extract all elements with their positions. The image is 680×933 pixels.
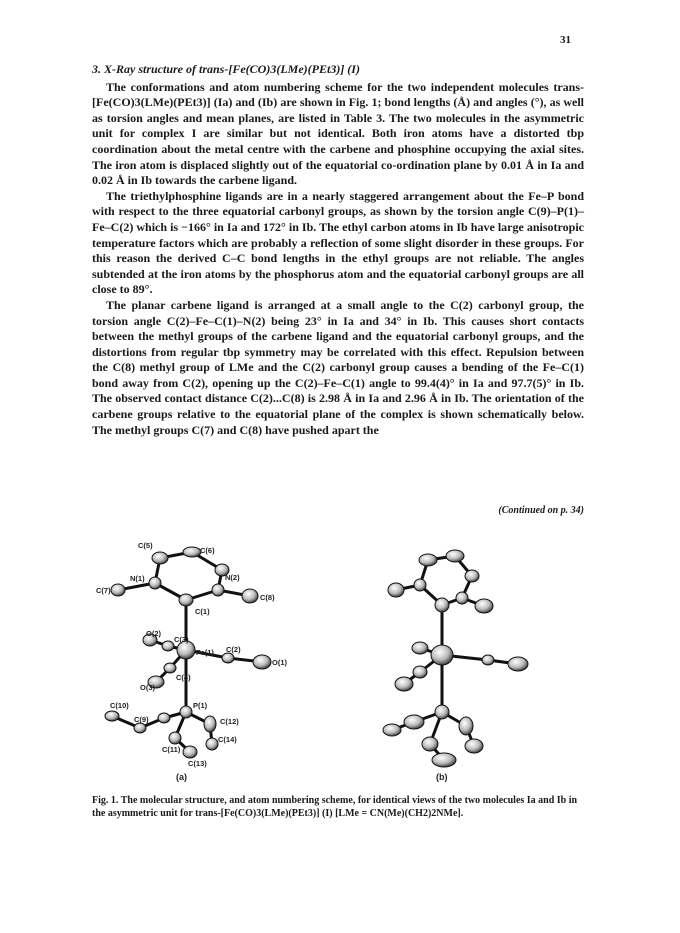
label-c8: C(8): [260, 593, 275, 602]
label-c9: C(9): [134, 715, 149, 724]
label-c2: C(2): [226, 645, 241, 654]
label-fe1: Fe(1): [196, 648, 214, 657]
panel-a-label: (a): [176, 772, 187, 782]
label-o3: O(3): [140, 683, 155, 692]
label-c3: C(3): [174, 635, 189, 644]
section-heading: 3. X-Ray structure of trans-[Fe(CO)3(LMe)(PEt3)] (I): [92, 62, 360, 76]
page-number: 31: [560, 34, 571, 46]
figure-caption: Fig. 1. The molecular structure, and atom numbering scheme, for identical views of the two molecules Ia and Ib in the asymmetric unit for trans-[Fe(CO)3(LMe)(PEt3)] (I) [LMe = CN(Me)(CH2)2NMe].: [92, 795, 578, 819]
label-n1: N(1): [130, 574, 145, 583]
panel-b-structure: [392, 556, 518, 760]
label-c6: C(6): [200, 546, 215, 555]
paragraph-2: The triethylphosphine ligands are in a nearly staggered arrangement about the Fe–P bond with respect to the three equatorial carbonyl groups, as shown by the torsion angle C(9)–P(1)–Fe–C(2) which is −166° in Ia and 172° in Ib. The ethyl carbon atoms in Ib have large anisotropic temperature factors which are probably a reflection of some slight disorder in these groups. For this reason the derived C–C bond lengths in the ethyl groups are not reliable. The angles subtended at the iron atoms by the phosphorus atom and the equatorial carbonyl groups are all close to 89°.: [92, 188, 584, 297]
label-c13: C(13): [188, 759, 207, 768]
paragraph-3: The planar carbene ligand is arranged at a small angle to the C(2) carbonyl group, the torsion angle C(2)–Fe–C(1)–N(2) being 23° in Ia and 34° in Ib. This causes short contacts between the methyl groups of the carbene ligand and the equatorial carbonyl groups, and the distortions from regular tbp symmetry may be correlated with this effect. Repulsion between the C(8) methyl group of LMe and the C(2) carbonyl group causes a bending of the Fe–C(1) bond away from C(2), opening up the C(2)–Fe–C(1) angle to 99.4(4)° in Ia and 97.7(5)° in Ib. The observed contact distance C(2)...C(8) is 2.98 Å in Ia and 2.96 Å in Ib. The orientation of the carbene groups relative to the equatorial plane of the complex is shown schematically below. The methyl groups C(7) and C(8) have pushed apart the: [92, 297, 584, 437]
label-c12: C(12): [220, 717, 239, 726]
label-c4: C(4): [176, 673, 191, 682]
label-o1: O(1): [272, 658, 287, 667]
label-c1: C(1): [195, 607, 210, 616]
panel-b-atoms: [383, 550, 528, 767]
label-n2: N(2): [225, 573, 240, 582]
label-c10: C(10): [110, 701, 129, 710]
panel-b-label: (b): [436, 772, 448, 782]
continued-note: (Continued on p. 34): [498, 505, 584, 516]
label-c7: C(7): [96, 586, 111, 595]
label-p1: P(1): [193, 701, 208, 710]
label-c11: C(11): [162, 745, 181, 754]
label-c14: C(14): [218, 735, 237, 744]
paragraph-1: The conformations and atom numbering scheme for the two independent molecules trans-[Fe(CO)3(LMe)(PEt3)] (Ia) and (Ib) are shown in Fig. 1; bond lengths (Å) and angles (°), as well as torsion angles and mean planes, are listed in Table 3. The two molecules in the asymmetric unit for complex I are similar but not identical. Both iron atoms have a distorted tbp coordination about the metal centre with the carbene and phosphine occupying the axial sites. The iron atom is displaced slightly out of the equatorial co-ordination plane by 0.01 Å in Ia and 0.02 Å in Ib towards the carbene ligand.: [92, 79, 584, 188]
label-o2: O(2): [146, 629, 161, 638]
label-c5: C(5): [138, 541, 153, 550]
